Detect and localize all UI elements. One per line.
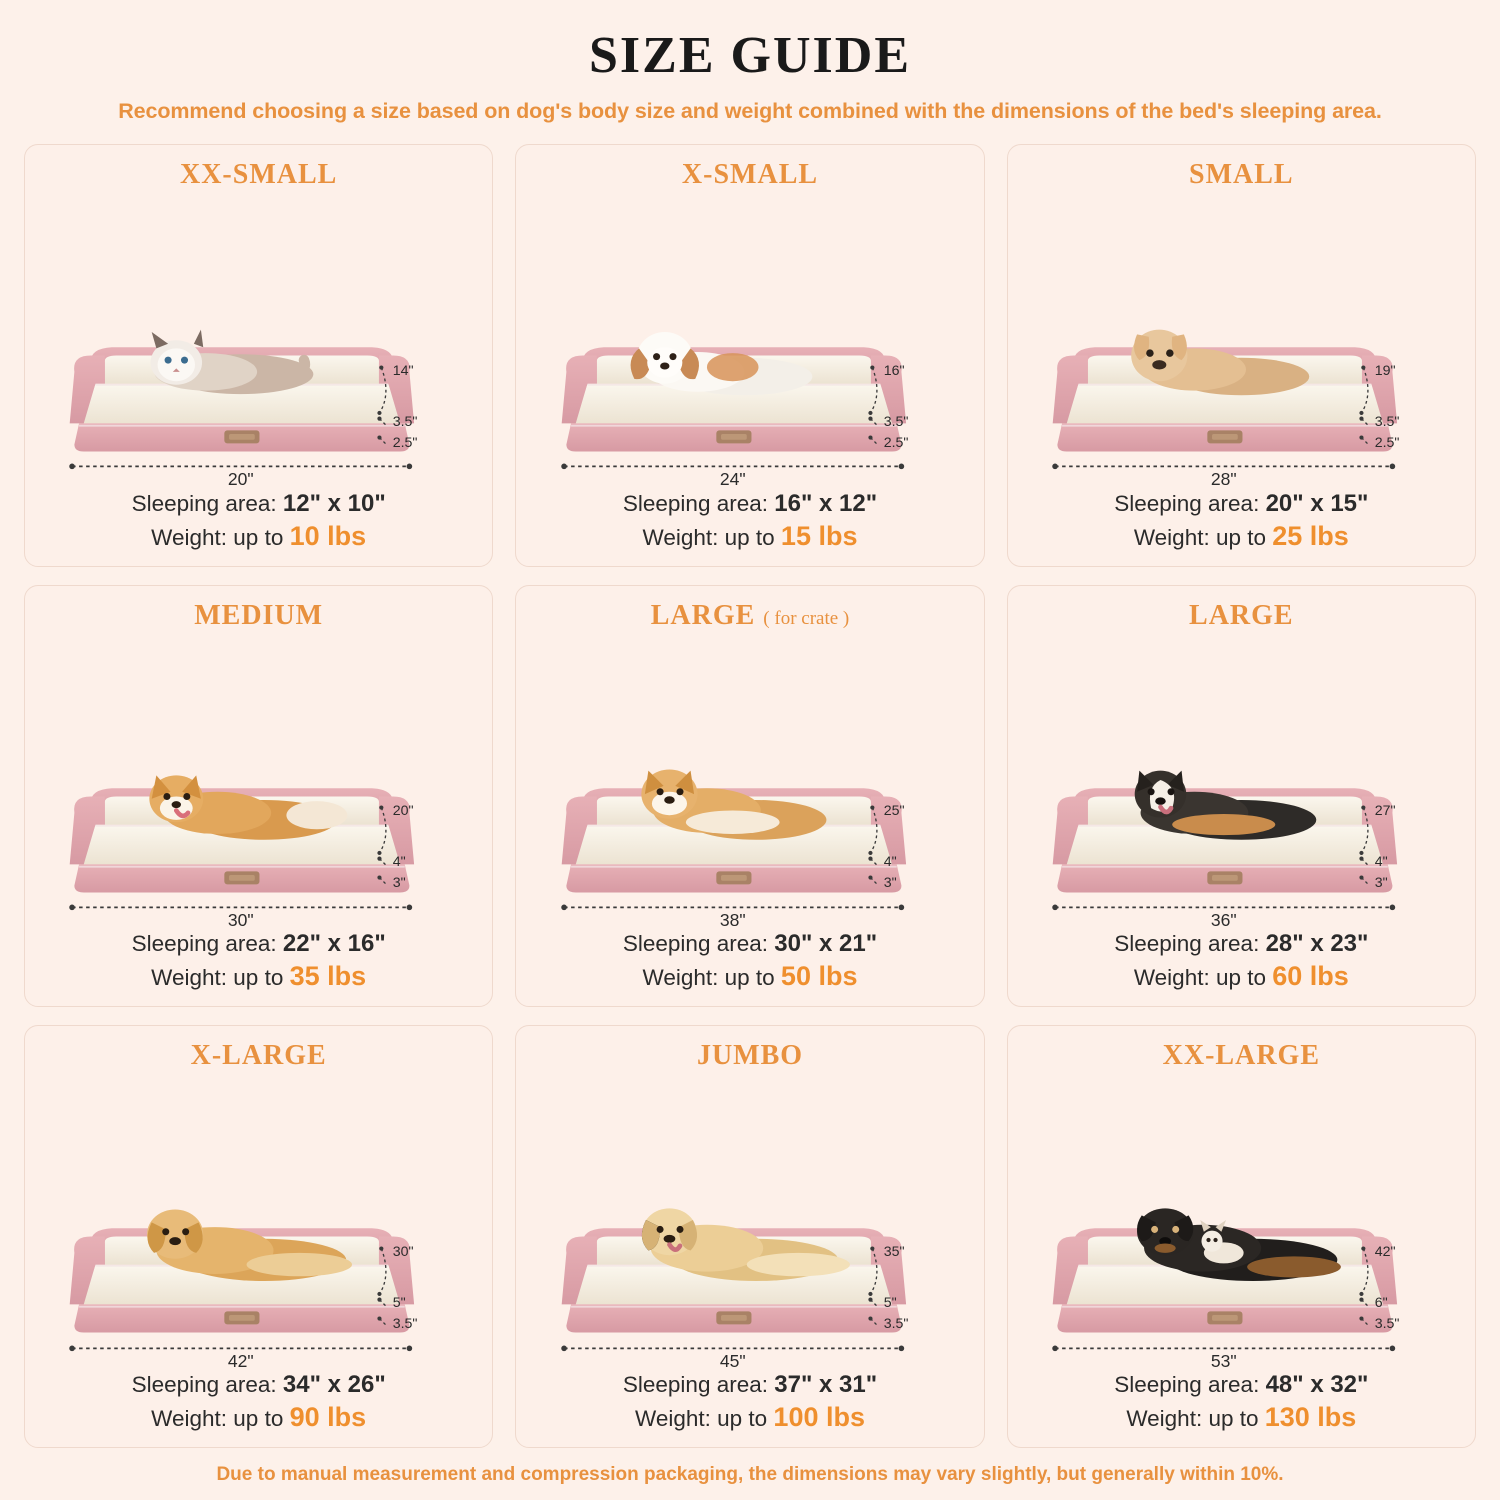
- weight-row: [530, 521, 969, 552]
- sleeping-area-label: Sleeping area:: [622, 931, 775, 957]
- svg-text:25": 25": [883, 803, 905, 820]
- svg-text:2.5": 2.5": [883, 434, 909, 451]
- size-card-title: [191, 1040, 327, 1072]
- width-dimension: [557, 457, 908, 490]
- sleeping-area-row: [1022, 930, 1461, 958]
- svg-text:27": 27": [1374, 803, 1396, 820]
- height-dimension-lines: [861, 1241, 965, 1345]
- svg-text:30": 30": [228, 909, 254, 930]
- size-card-info: [39, 1371, 478, 1433]
- sleeping-area-value: 22" x 16": [282, 930, 386, 958]
- sleeping-area-value: 16" x 12": [774, 489, 878, 517]
- size-name: MEDIUM: [194, 599, 324, 631]
- bed-illustration: [530, 634, 969, 931]
- svg-text:36": 36": [1210, 909, 1237, 930]
- svg-text:4": 4": [883, 854, 897, 871]
- svg-text:3": 3": [883, 875, 897, 892]
- bed-with-shih-tzu-dog: [557, 325, 908, 466]
- svg-text:20": 20": [228, 469, 254, 490]
- size-card-info: [530, 1371, 969, 1433]
- width-dimension: [557, 898, 908, 928]
- pet-illustration: [557, 766, 908, 907]
- height-dimensions: [861, 1241, 961, 1345]
- size-name: X-LARGE: [190, 1040, 327, 1072]
- svg-text:6": 6": [1374, 1295, 1388, 1312]
- size-card-x-small-1: [515, 144, 984, 567]
- size-card-large-4: [515, 585, 984, 1008]
- border-collie-icon: [1135, 770, 1317, 839]
- svg-text:5": 5": [883, 1295, 897, 1312]
- weight-value: 15 lbs: [780, 520, 858, 551]
- corgi-icon: [150, 775, 348, 839]
- sleeping-area-row: [1022, 1371, 1461, 1399]
- svg-text:3.5": 3.5": [1374, 413, 1400, 430]
- bed-with-labrador-dog: [557, 1206, 908, 1347]
- height-dimensions: [1352, 800, 1452, 904]
- size-name: LARGE: [650, 599, 756, 631]
- height-dimension-lines: [370, 800, 474, 904]
- size-card-large-5: [1007, 585, 1476, 1008]
- bed-illustration: [1022, 1074, 1461, 1371]
- page-subtitle: Recommend choosing a size based on dog's body size and weight combined with the dimensions of the bed's sleeping area.: [118, 99, 1382, 123]
- sleeping-area-row: [39, 930, 478, 958]
- size-card-jumbo-7: [515, 1025, 984, 1448]
- weight-value: 130 lbs: [1264, 1401, 1357, 1432]
- rottweiler-and-chihuahua-icon: [1137, 1209, 1341, 1282]
- pet-illustration: [1048, 766, 1399, 907]
- french-bulldog-icon: [1131, 330, 1309, 396]
- svg-text:3": 3": [392, 875, 406, 892]
- width-dimension-line: [65, 1339, 416, 1369]
- size-card-title: [1189, 159, 1294, 191]
- height-dimensions: [861, 800, 961, 904]
- weight-row: [1022, 961, 1461, 992]
- sleeping-area-label: Sleeping area:: [131, 490, 283, 516]
- bed-with-rottweiler-and-chihuahua: [1048, 1206, 1399, 1347]
- weight-row: [530, 1402, 969, 1433]
- weight-value: 50 lbs: [780, 961, 858, 992]
- size-card-info: [1022, 930, 1461, 992]
- weight-value: 35 lbs: [289, 961, 367, 992]
- svg-text:30": 30": [392, 1244, 414, 1261]
- shih-tzu-icon: [630, 332, 812, 395]
- svg-text:3.5": 3.5": [883, 413, 909, 430]
- svg-text:53": 53": [1210, 1350, 1237, 1371]
- size-name: JUMBO: [696, 1040, 804, 1072]
- weight-row: [39, 961, 478, 992]
- page-title: SIZE GUIDE: [589, 27, 911, 84]
- sleeping-area-row: [530, 930, 969, 958]
- weight-label: Weight: up to: [151, 1405, 290, 1431]
- height-dimension-lines: [370, 360, 474, 464]
- size-name: SMALL: [1189, 159, 1294, 190]
- weight-label: Weight: up to: [151, 965, 290, 991]
- svg-text:19": 19": [1374, 362, 1396, 379]
- weight-value: 25 lbs: [1272, 520, 1349, 551]
- sleeping-area-value: 12" x 10": [282, 489, 386, 517]
- size-card-info: [39, 930, 478, 992]
- height-dimension-lines: [1352, 1241, 1456, 1345]
- weight-value: 60 lbs: [1272, 961, 1349, 992]
- sleeping-area-label: Sleeping area:: [1114, 1371, 1266, 1397]
- height-dimension-lines: [861, 360, 965, 464]
- svg-text:35": 35": [883, 1244, 905, 1261]
- width-dimension-line: [1048, 898, 1399, 928]
- golden-retriever-icon: [147, 1210, 352, 1281]
- width-dimension: [1048, 898, 1399, 928]
- weight-label: Weight: up to: [151, 524, 290, 550]
- weight-row: [39, 1402, 478, 1433]
- height-dimension-lines: [1352, 360, 1456, 464]
- height-dimensions: [370, 1241, 470, 1345]
- sleeping-area-row: [530, 490, 969, 518]
- svg-text:5": 5": [392, 1295, 406, 1312]
- height-dimension-lines: [861, 800, 965, 904]
- sleeping-area-value: 20" x 15": [1265, 489, 1369, 517]
- bed-illustration: [39, 193, 478, 490]
- svg-text:3.5": 3.5": [392, 1315, 417, 1332]
- height-dimensions: [370, 360, 470, 464]
- svg-text:2.5": 2.5": [392, 434, 417, 451]
- sleeping-area-row: [530, 1371, 969, 1399]
- bed-illustration: [39, 1074, 478, 1371]
- sleeping-area-value: 30" x 21": [774, 930, 878, 958]
- svg-text:3.5": 3.5": [883, 1315, 909, 1332]
- size-card-grid: [24, 144, 1476, 1448]
- footer-note: Due to manual measurement and compression packaging, the dimensions may vary slightly, but generally within 10%.: [216, 1464, 1284, 1485]
- svg-text:3": 3": [1374, 875, 1388, 892]
- size-card-small-2: [1007, 144, 1476, 567]
- size-card-info: [530, 930, 969, 992]
- sleeping-area-label: Sleeping area:: [622, 490, 775, 516]
- width-dimension-line: [65, 898, 416, 928]
- sleeping-area-row: [1022, 490, 1461, 518]
- bed-with-ragdoll-cat: [65, 325, 416, 466]
- pet-illustration: [65, 766, 416, 907]
- pet-illustration: [65, 325, 416, 466]
- svg-text:20": 20": [392, 803, 414, 820]
- svg-text:42": 42": [228, 1350, 254, 1371]
- pet-illustration: [65, 1206, 416, 1347]
- pet-illustration: [557, 1206, 908, 1347]
- width-dimension-line: [1048, 457, 1399, 490]
- width-dimension: [557, 1339, 908, 1369]
- size-card-title: [194, 600, 323, 632]
- svg-text:4": 4": [392, 854, 406, 871]
- height-dimensions: [1352, 360, 1452, 464]
- width-dimension: [65, 1339, 416, 1369]
- size-card-title: [1189, 600, 1294, 632]
- size-name: XX-SMALL: [179, 159, 338, 190]
- width-dimension-line: [557, 457, 908, 490]
- svg-text:38": 38": [719, 909, 746, 930]
- size-name: XX-LARGE: [1162, 1040, 1320, 1072]
- weight-label: Weight: up to: [642, 524, 781, 550]
- size-card-info: [530, 490, 969, 552]
- weight-row: [530, 961, 969, 992]
- sleeping-area-value: 48" x 32": [1265, 1370, 1369, 1398]
- bed-with-golden-retriever-dog: [65, 1206, 416, 1347]
- size-card-info: [1022, 490, 1461, 552]
- size-card-info: [39, 490, 478, 552]
- bed-illustration: [1022, 634, 1461, 931]
- width-dimension: [1048, 457, 1399, 490]
- bed-illustration: [39, 634, 478, 931]
- size-name: LARGE: [1189, 599, 1294, 631]
- sleeping-area-label: Sleeping area:: [1114, 490, 1266, 516]
- labrador-icon: [642, 1209, 850, 1282]
- size-card-title: [1163, 1040, 1320, 1072]
- height-dimensions: [370, 800, 470, 904]
- sleeping-area-label: Sleeping area:: [131, 1371, 283, 1397]
- width-dimension-line: [557, 898, 908, 928]
- sleeping-area-row: [39, 1371, 478, 1399]
- bed-illustration: [530, 1074, 969, 1371]
- bed-with-shiba-inu-dog: [557, 766, 908, 907]
- size-card-title: [180, 159, 337, 191]
- weight-label: Weight: up to: [1126, 1405, 1265, 1431]
- width-dimension: [65, 457, 416, 490]
- size-card-xx-small-0: [24, 144, 493, 567]
- pet-illustration: [1048, 1206, 1399, 1347]
- bed-with-french-bulldog: [1048, 325, 1399, 466]
- weight-label: Weight: up to: [1133, 965, 1273, 991]
- size-name: X-SMALL: [681, 159, 819, 190]
- height-dimensions: [1352, 1241, 1452, 1345]
- svg-text:3.5": 3.5": [392, 413, 417, 430]
- svg-text:14": 14": [392, 362, 414, 379]
- weight-value: 90 lbs: [289, 1401, 367, 1432]
- size-name-suffix: ( for crate ): [763, 607, 850, 629]
- svg-text:4": 4": [1374, 854, 1388, 871]
- width-dimension-line: [1048, 1339, 1399, 1369]
- weight-value: 10 lbs: [289, 520, 367, 551]
- svg-text:42": 42": [1374, 1244, 1396, 1261]
- sleeping-area-label: Sleeping area:: [131, 931, 283, 957]
- sleeping-area-label: Sleeping area:: [1114, 931, 1266, 957]
- bed-with-border-collie-dog: [1048, 766, 1399, 907]
- weight-row: [1022, 521, 1461, 552]
- sleeping-area-value: 28" x 23": [1265, 930, 1369, 958]
- svg-text:24": 24": [719, 469, 746, 490]
- size-card-x-large-6: [24, 1025, 493, 1448]
- height-dimension-lines: [370, 1241, 474, 1345]
- bed-illustration: [1022, 193, 1461, 490]
- weight-label: Weight: up to: [1133, 524, 1273, 550]
- svg-text:16": 16": [883, 362, 905, 379]
- size-card-medium-3: [24, 585, 493, 1008]
- weight-label: Weight: up to: [635, 1405, 774, 1431]
- pet-illustration: [557, 325, 908, 466]
- svg-text:2.5": 2.5": [1374, 434, 1400, 451]
- height-dimension-lines: [1352, 800, 1456, 904]
- size-card-info: [1022, 1371, 1461, 1433]
- shiba-inu-icon: [641, 769, 826, 839]
- sleeping-area-value: 34" x 26": [282, 1370, 386, 1398]
- pet-illustration: [1048, 325, 1399, 466]
- svg-text:3.5": 3.5": [1374, 1315, 1400, 1332]
- svg-text:28": 28": [1210, 469, 1237, 490]
- bed-with-corgi-dog: [65, 766, 416, 907]
- weight-label: Weight: up to: [642, 965, 781, 991]
- sleeping-area-value: 37" x 31": [774, 1370, 878, 1398]
- width-dimension: [1048, 1339, 1399, 1369]
- size-card-title: [682, 159, 818, 191]
- width-dimension-line: [557, 1339, 908, 1369]
- weight-row: [39, 521, 478, 552]
- size-card-title: [651, 600, 850, 632]
- weight-value: 100 lbs: [773, 1401, 865, 1432]
- ragdoll-cat-icon: [151, 330, 314, 394]
- width-dimension-line: [65, 457, 416, 490]
- weight-row: [1022, 1402, 1461, 1433]
- size-card-title: [697, 1040, 803, 1072]
- height-dimensions: [861, 360, 961, 464]
- size-card-xx-large-8: [1007, 1025, 1476, 1448]
- width-dimension: [65, 898, 416, 928]
- svg-text:45": 45": [719, 1350, 746, 1371]
- bed-illustration: [530, 193, 969, 490]
- sleeping-area-label: Sleeping area:: [622, 1371, 775, 1397]
- sleeping-area-row: [39, 490, 478, 518]
